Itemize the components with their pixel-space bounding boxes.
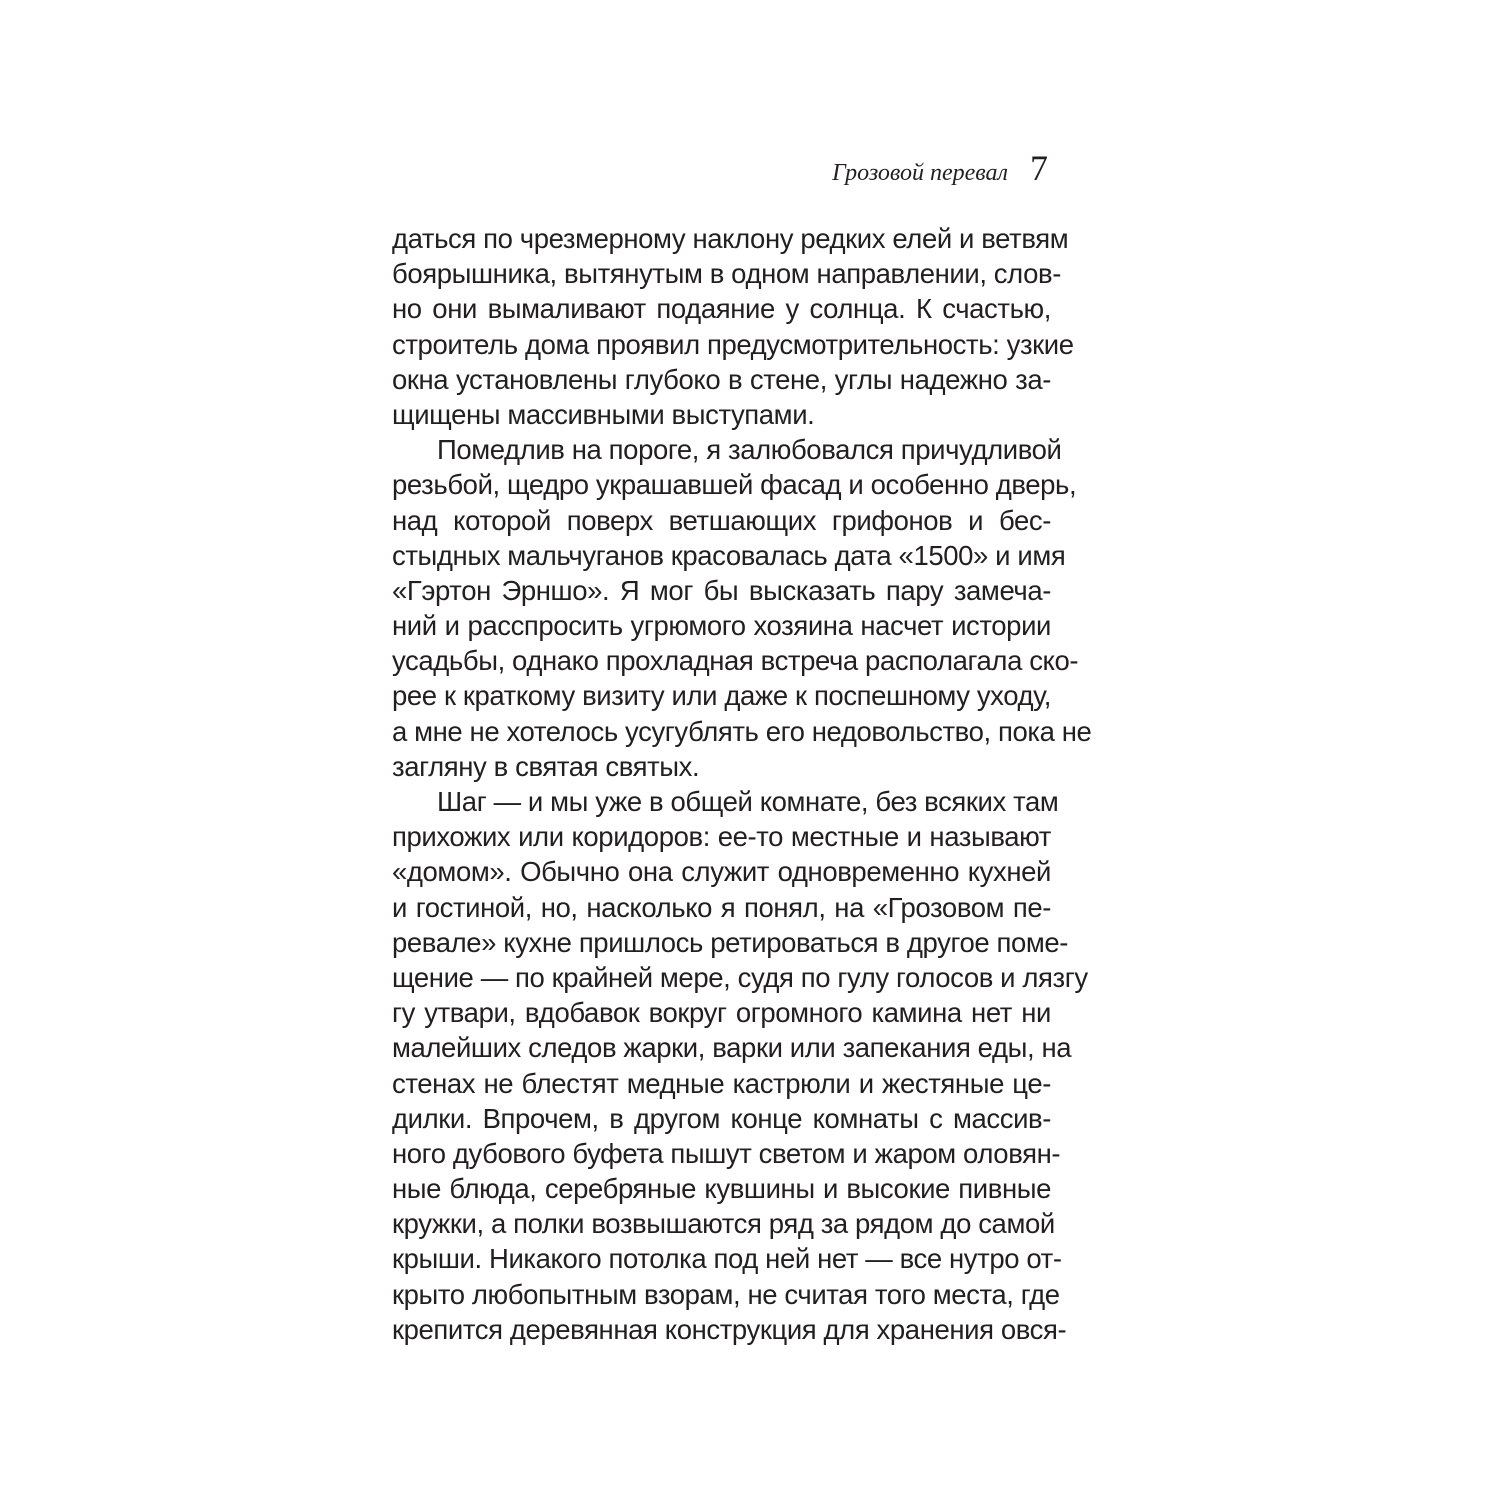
text-line: загляну в святая святых. (392, 750, 700, 782)
body-text (392, 221, 1092, 1347)
text-line: крыто любопытным взорам, не считая того места, где (392, 1278, 1060, 1310)
text-line: дилки. Впрочем, в другом конце комнаты с массив- (392, 1102, 1051, 1134)
text-line: «Гэртон Эрншо». Я мог бы высказать пару замеча- (392, 574, 1051, 606)
running-head (832, 142, 1048, 188)
text-line: ного дубового буфета пышут светом и жаром оловян- (392, 1137, 1061, 1169)
text-line: «домом». Обычно она служит одновременно кухней (392, 856, 1051, 888)
page-number: 7 (1030, 148, 1048, 188)
text-line: и гостиной, но, насколько я понял, на «Грозовом пе- (392, 891, 1051, 923)
text-line: малейших следов жарки, варки или запекания еды, на (392, 1032, 1072, 1064)
paragraph (392, 221, 1074, 432)
text-line: усадьбы, однако прохладная встреча располагала ско- (392, 645, 1079, 677)
text-line: резьбой, щедро украшавшей фасад и особенно дверь, (392, 469, 1077, 501)
running-title: Грозовой перевал (832, 160, 1008, 186)
text-line: рее к краткому визиту или даже к поспешному уходу, (392, 680, 1051, 712)
text-line: Шаг — и мы уже в общей комнате, без всяких там (437, 786, 1059, 817)
paragraph (392, 432, 1092, 784)
text-line: над которой поверх ветшающих грифонов и бес- (392, 504, 1051, 536)
text-line: кружки, а полки возвышаются ряд за рядом до самой (392, 1208, 1055, 1240)
text-line: даться по чрезмерному наклону редких елей и ветвям (392, 223, 1069, 254)
text-line: строитель дома проявил предусмотрительность: узкие (392, 328, 1074, 360)
text-line: окна установлены глубоко в стене, углы надежно за- (392, 363, 1051, 395)
text-line: прихожих или коридоров: ее-то местные и называют (392, 821, 1051, 853)
text-line: Помедлив на пороге, я залюбовался причудливой (437, 434, 1062, 466)
text-line: крепится деревянная конструкция для хранения овся- (392, 1313, 1067, 1345)
text-line: щищены массивными выступами. (392, 398, 815, 430)
text-line: ний и расспросить угрюмого хозяина насчет истории (392, 610, 1051, 642)
text-line: но они вымаливают подаяние у солнца. К счастью, (392, 293, 1051, 325)
text-line: стенах не блестят медные кастрюли и жестяные це- (392, 1067, 1051, 1099)
text-line: гу утвари, вдобавок вокруг огромного камина нет ни (392, 997, 1051, 1029)
text-line: щение — по крайней мере, судя по гулу голосов и лязгу (392, 961, 1088, 993)
text-line: ные блюда, серебряные кувшины и высокие пивные (392, 1173, 1051, 1205)
paragraph (392, 784, 1088, 1347)
text-line: стыдных мальчуганов красовалась дата «1500» и имя (392, 539, 1066, 571)
text-line: а мне не хотелось усугублять его недовольство, пока не (392, 715, 1092, 747)
text-line: крыши. Никакого потолка под ней нет — все нутро от- (392, 1243, 1062, 1275)
text-line: боярышника, вытянутым в одном направлении, слов- (392, 258, 1061, 290)
text-line: ревале» кухне пришлось ретироваться в другое поме- (392, 926, 1069, 958)
